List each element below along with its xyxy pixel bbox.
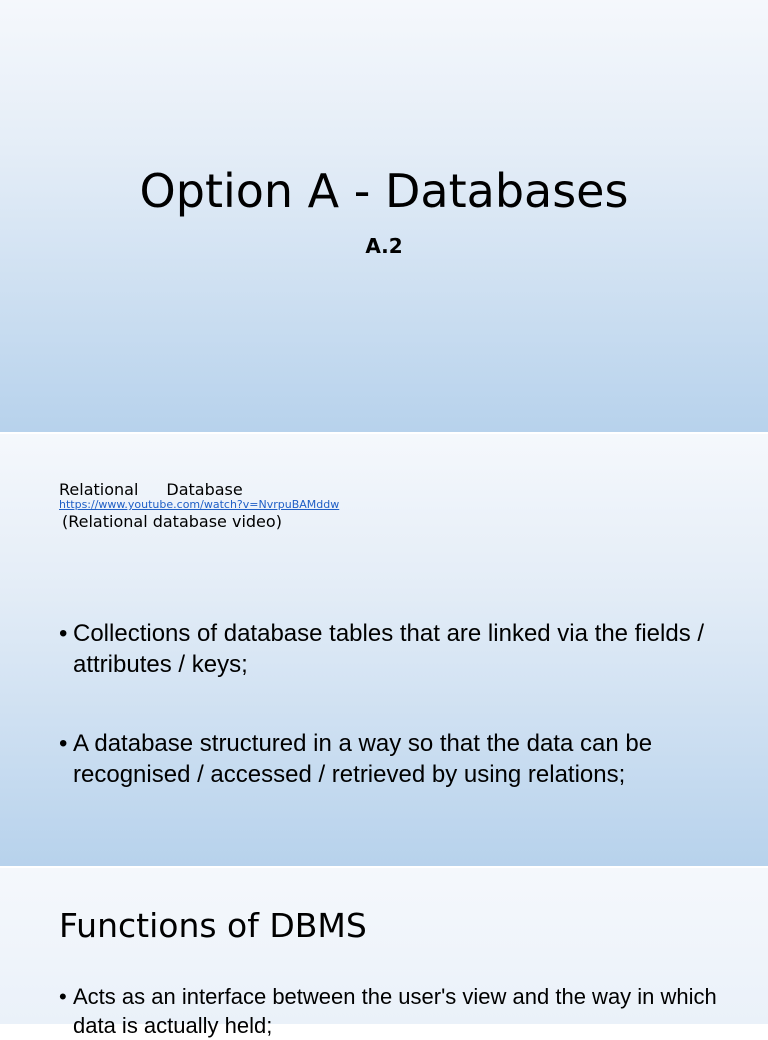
bullet-icon: • (59, 620, 68, 647)
relational-bullet-list (59, 618, 729, 838)
relational-heading (59, 480, 243, 499)
list-item (59, 982, 739, 1040)
video-note: (Relational database video) (62, 512, 282, 531)
relational-heading-word2: Database (166, 480, 243, 499)
bullet-icon: • (59, 730, 68, 757)
list-item (59, 618, 729, 680)
bullet-text: Collections of database tables that are linked via the fields / attributes / keys; (73, 620, 705, 678)
bullet-icon: • (59, 984, 67, 1009)
slide-relational-database (0, 434, 768, 866)
list-item (59, 728, 729, 790)
slide-title (0, 0, 768, 432)
bullet-text: Acts as an interface between the user's view and the way in which data is actually held; (73, 984, 717, 1038)
relational-heading-word1: Relational (59, 480, 139, 499)
dbms-bullet-list (59, 982, 739, 1040)
slide-subtitle: A.2 (365, 234, 403, 258)
bullet-text: A database structured in a way so that the data can be recognised / accessed / retrieved by using relations; (73, 730, 653, 788)
slide-title-heading: Option A - Databases (139, 164, 629, 218)
video-link[interactable]: https://www.youtube.com/watch?v=NvrpuBAMddw (59, 498, 340, 511)
slide-functions-of-dbms (0, 868, 768, 1038)
dbms-heading: Functions of DBMS (59, 906, 367, 945)
